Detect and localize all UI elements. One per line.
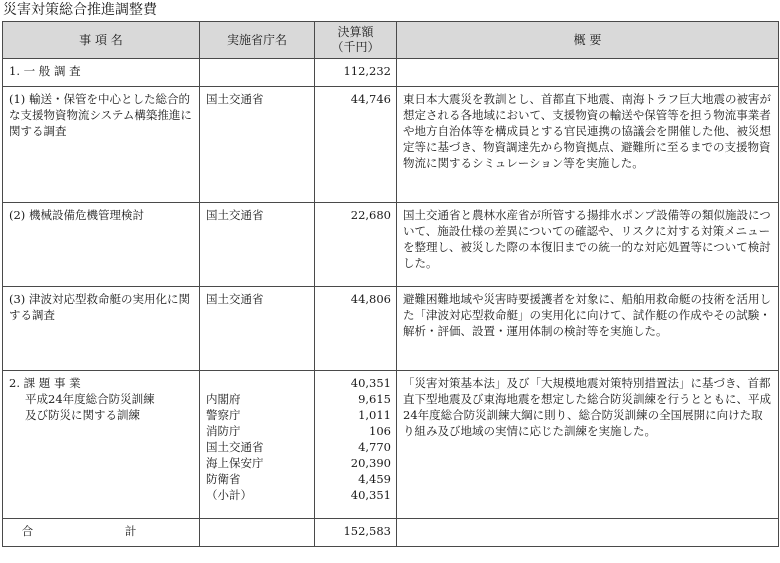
summary-cell: 避難困難地域や災害時要援護者を対象に、船舶用救命艇の技術を活用した「津波対応型救命艇」の実用化に向けて、試作艇の作成やその試験・解析・評価、設置・運用体制の検討等を実施した。 bbox=[397, 287, 779, 371]
ministry-name: 防衛省 bbox=[206, 472, 241, 486]
empty-cell bbox=[397, 519, 779, 547]
ministry-name: 海上保安庁 bbox=[206, 456, 264, 470]
amount-value: 1,011 bbox=[358, 408, 391, 422]
table-row bbox=[3, 59, 779, 87]
ministry-name: 消防庁 bbox=[206, 424, 241, 438]
header-amount: 決算額 （千円） bbox=[315, 22, 397, 59]
amount-value: 4,459 bbox=[358, 472, 391, 486]
ministry-name: 内閣府 bbox=[206, 392, 241, 406]
amount-value: 106 bbox=[369, 424, 391, 438]
ministry-cell bbox=[200, 59, 315, 87]
empty-cell bbox=[200, 519, 315, 547]
table-row bbox=[3, 371, 779, 519]
ministry-list bbox=[200, 371, 315, 519]
ministry-cell: 国土交通省 bbox=[200, 287, 315, 371]
amount-value: 40,351 bbox=[350, 488, 391, 502]
amount-value: 9,615 bbox=[358, 392, 391, 406]
header-item: 事 項 名 bbox=[3, 22, 200, 59]
amount-cell: 112,232 bbox=[315, 59, 397, 87]
header-summary: 概 要 bbox=[397, 22, 779, 59]
budget-table bbox=[2, 21, 779, 547]
table-row bbox=[3, 87, 779, 203]
ministry-cell: 国土交通省 bbox=[200, 87, 315, 203]
table-row bbox=[3, 287, 779, 371]
amount-value: 20,390 bbox=[350, 456, 391, 470]
ministry-name: （小計） bbox=[206, 488, 252, 502]
total-label: 合 計 bbox=[3, 519, 200, 547]
item-cell: (2) 機械設備危機管理検討 bbox=[3, 203, 200, 287]
item-cell: 1. 一 般 調 査 bbox=[3, 59, 200, 87]
amount-cell: 44,746 bbox=[315, 87, 397, 203]
table-row bbox=[3, 203, 779, 287]
header-row bbox=[3, 22, 779, 59]
item-cell bbox=[3, 371, 200, 519]
summary-cell bbox=[397, 59, 779, 87]
ministry-name: 警察庁 bbox=[206, 408, 241, 422]
ministry-cell: 国土交通省 bbox=[200, 203, 315, 287]
page-title: 災害対策総合推進調整費 bbox=[3, 2, 157, 18]
item-cell: (3) 津波対応型救命艇の実用化に関する調査 bbox=[3, 287, 200, 371]
amount-cell: 22,680 bbox=[315, 203, 397, 287]
summary-cell: 国土交通省と農林水産省が所管する揚排水ポンプ設備等の類似施設について、施設仕様の差異についての確認や、リスクに対する対策メニューを整理し、被災した際の本復旧までの統一的な対応処置等について検討した。 bbox=[397, 203, 779, 287]
project-title: 2. 課 題 事 業 bbox=[9, 376, 81, 390]
header-ministry: 実施省庁名 bbox=[200, 22, 315, 59]
total-amount: 152,583 bbox=[315, 519, 397, 547]
project-subtitle: 平成24年度総合防災訓練 bbox=[25, 392, 155, 406]
amount-list bbox=[315, 371, 397, 519]
summary-cell: 「災害対策基本法」及び「大規模地震対策特別措置法」に基づき、首都直下型地震及び東海地震を想定した総合防災訓練を行うとともに、平成24年度総合防災訓練大綱に則り、総合防災訓練の全国展開に向けた取り組み及び地域の実情に応じた訓練を実施した。 bbox=[397, 371, 779, 519]
project-subtitle: 及び防災に関する訓練 bbox=[25, 408, 140, 422]
amount-cell: 44,806 bbox=[315, 287, 397, 371]
amount-value: 4,770 bbox=[358, 440, 391, 454]
item-cell: (1) 輸送・保管を中心とした総合的な支援物資物流システム構築推進に関する調査 bbox=[3, 87, 200, 203]
summary-cell: 東日本大震災を教訓とし、首都直下地震、南海トラフ巨大地震の被害が想定される各地域において、支援物資の輸送や保管等を担う物流事業者や地方自治体等を構成員とする官民連携の協議会を開催した他、被災想定等に基づき、物資調達先から物資拠点、避難所に至るまでの支援物資物流に関するシミュレーション等を実施した。 bbox=[397, 87, 779, 203]
amount-value: 40,351 bbox=[350, 376, 391, 390]
total-row bbox=[3, 519, 779, 547]
ministry-name: 国土交通省 bbox=[206, 440, 264, 454]
